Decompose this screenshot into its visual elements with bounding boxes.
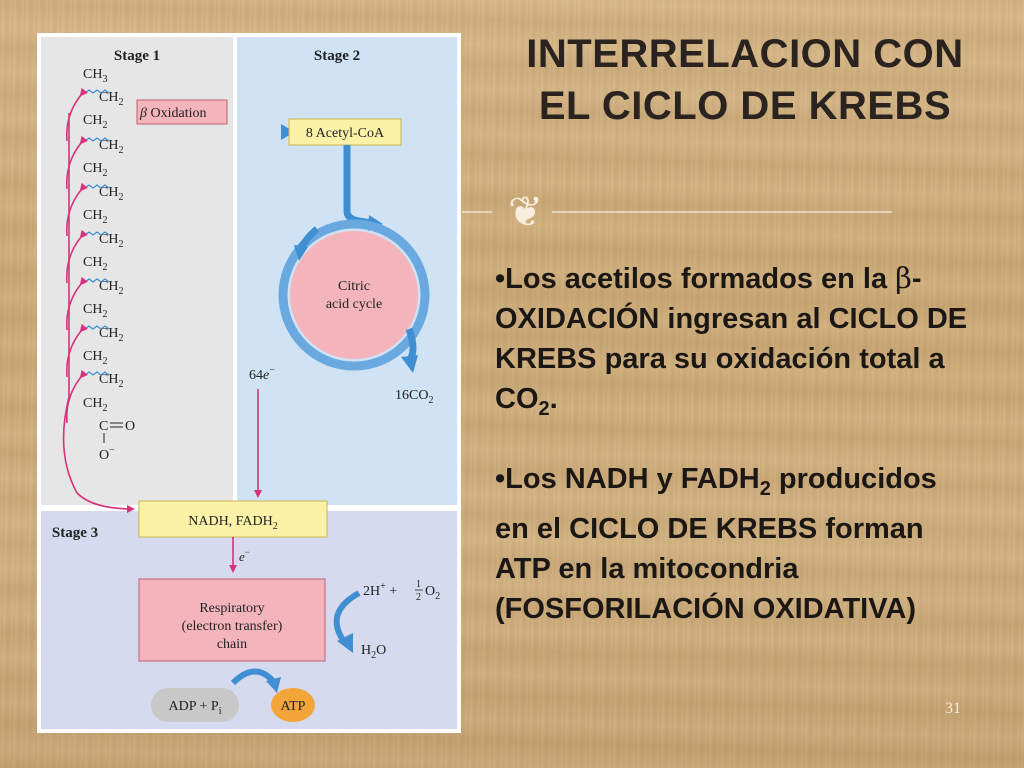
stage3-label: Stage 3	[51, 525, 99, 541]
atp-label: ATP	[280, 699, 306, 714]
ch2-group: $CH_2$	[99, 279, 124, 297]
ch2-group: $CH_2$	[83, 396, 108, 414]
ch2-group: $CH_2$	[83, 161, 108, 179]
stage2-label: Stage 2	[313, 48, 361, 64]
citric-label-1: Citric	[338, 279, 370, 294]
citric-label-2: acid cycle	[325, 297, 383, 312]
co2-output: $16CO_2$	[395, 388, 434, 406]
ch2-group: $CH_2$	[99, 185, 124, 203]
slide-number: 31	[945, 700, 961, 717]
ornament-icon: ❦	[508, 190, 544, 230]
beta-oxidation-label: β Oxidation	[140, 106, 207, 121]
ch2-group: $CH_2$	[83, 208, 108, 226]
water-output: $H_2O$	[361, 643, 387, 661]
svg-text:O2: $O_2$	[425, 584, 441, 602]
ch2-group: $CH_2$	[99, 90, 124, 108]
carbonyl-oxygen: O	[125, 419, 136, 434]
adp-label: ADP + $P_i$	[168, 699, 222, 717]
svg-text:1: 1	[416, 579, 421, 590]
ch2-group: $CH_2$	[83, 113, 108, 131]
nadh-fadh2-label: NADH, $FADH_2$	[188, 514, 278, 532]
respiratory-label-1: Respiratory	[199, 601, 265, 616]
ch2-group: $CH_2$	[83, 349, 108, 367]
ch2-group: $CH_2$	[83, 302, 108, 320]
ch2-group: $CH_2$	[99, 138, 124, 156]
title-divider	[462, 190, 892, 230]
bullet-1: •Los acetilos formados en la β-OXIDACIÓN ingresan al CICLO DE KREBS para su oxidación total a $CO_2$.	[495, 261, 968, 420]
bullet-list	[495, 258, 975, 659]
ch2-group: $CH_2$	[99, 326, 124, 344]
svg-text:2: 2	[416, 592, 421, 603]
stage1-label: Stage 1	[113, 48, 161, 64]
anion-oxygen: O−	[99, 445, 115, 463]
metabolism-figure	[37, 33, 461, 733]
fatty-acid-oxidation-diagram	[37, 33, 461, 733]
ch3-group: $CH_3$	[83, 67, 108, 85]
bullet-2: •Los NADH y $FADH_2$ producidos en el CICLO DE KREBS forman ATP en la mitocondria (FOSFORILACIÓN OXIDATIVA)	[495, 462, 937, 625]
slide-title: INTERRELACION CON EL CICLO DE KREBS	[526, 32, 964, 128]
ch2-group: $CH_2$	[99, 232, 124, 250]
electrons-64: 64e−	[249, 365, 275, 383]
ch2-group: $CH_2$	[99, 372, 124, 390]
respiratory-label-2: (electron transfer)	[181, 619, 283, 634]
acetyl-coa-label: 8 Acetyl-CoA	[305, 126, 385, 141]
citric-acid-cycle	[290, 231, 418, 359]
ch2-group: $CH_2$	[83, 255, 108, 273]
carbonyl-carbon: C	[99, 419, 109, 434]
respiratory-label-3: chain	[216, 637, 248, 652]
electron-label: e−	[239, 547, 250, 564]
oxygen-input: 2H+ +	[363, 581, 398, 599]
